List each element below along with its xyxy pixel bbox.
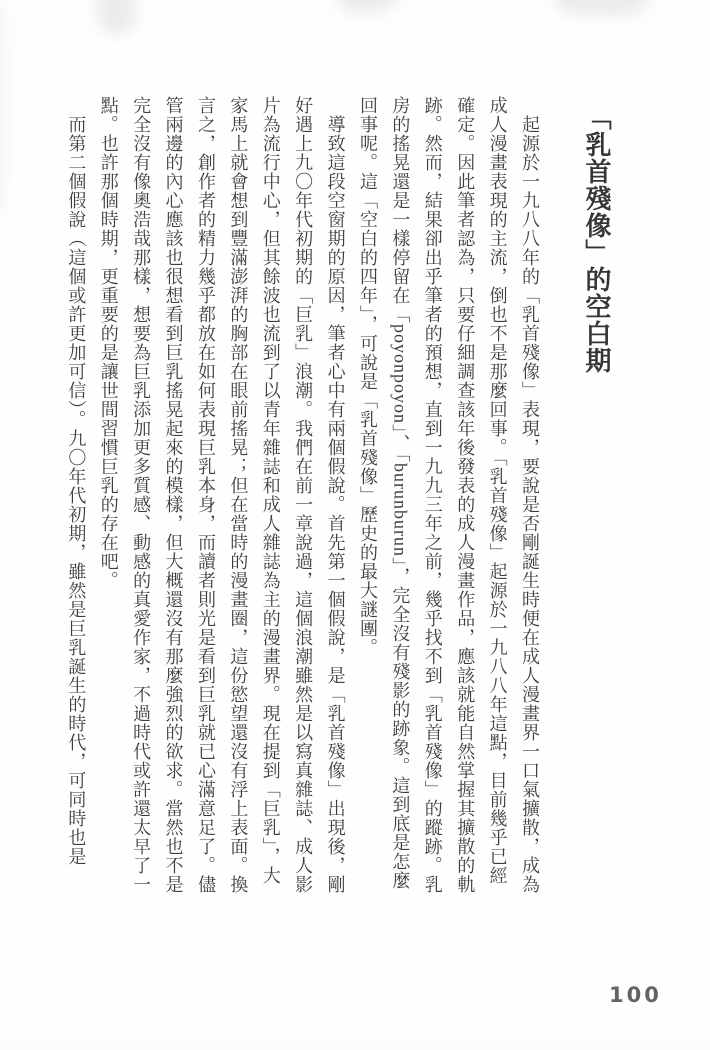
vertical-text-block bbox=[60, 96, 618, 896]
paragraph: 導致這段空窗期的原因，筆者心中有兩個假說。首先第一個假說，是「乳首殘像」出現後，剛好遇上九〇年代初期的「巨乳」浪潮。我們在前一章說過，這個浪潮雖然是以寫真雜誌、成人影片為流行中心，但其餘波也流到了以青年雜誌和成人雜誌為主的漫畫界。現在提到「巨乳」，大家馬上就會想到豐滿澎湃的胸部在眼前搖晃；但在當時的漫畫圈，這份慾望還沒有浮上表面。換言之，創作者的精力幾乎都放在如何表現巨乳本身，而讀者則光是看到巨乳就已心滿意足了。儘管兩邊的內心應該也很想看到巨乳搖晃起來的模樣，但大概還沒有那麼強烈的欲求。當然也不是完全沒有像奧浩哉那樣，想要為巨乳添加更多質感、動感的真愛作家，不過時代或許還太早了一點。也許那個時期，更重要的是讓世間習慣巨乳的存在吧。 bbox=[98, 96, 346, 894]
scan-artifact bbox=[98, 0, 136, 34]
scan-artifact bbox=[338, 0, 396, 12]
page-number: 100 bbox=[609, 983, 662, 1007]
paragraph: 而第二個假說（這個或許更加可信）。九〇年代初期，雖然是巨乳誕生的時代，可同時也是 bbox=[66, 115, 87, 866]
scan-artifact bbox=[556, 0, 648, 16]
body-text bbox=[60, 96, 546, 896]
chapter-title: 「乳首殘像」的空白期 bbox=[582, 104, 612, 374]
scan-artifact bbox=[0, 0, 6, 220]
paragraph: 起源於一九八八年的「乳首殘像」表現，要說是否剛誕生時便在成人漫畫界一口氣擴散，成為成人漫畫表現的主流，倒也不是那麼回事。「乳首殘像」起源於一九八八年這點，目前幾乎已經確定。因此筆者認為，只要仔細調查該年後發表的成人漫畫作品，應該就能自然掌握其擴散的軌跡。然而，結果卻出乎筆者的預想，直到一九九三年之前，幾乎找不到「乳首殘像」的蹤跡。乳房的搖晃還是一樣停留在「poyonpoyon」、「burunburun」，完全沒有殘影的跡象。這到底是怎麼回事呢。這「空白的四年」，可說是「乳首殘像」歷史的最大謎團。 bbox=[357, 96, 540, 894]
